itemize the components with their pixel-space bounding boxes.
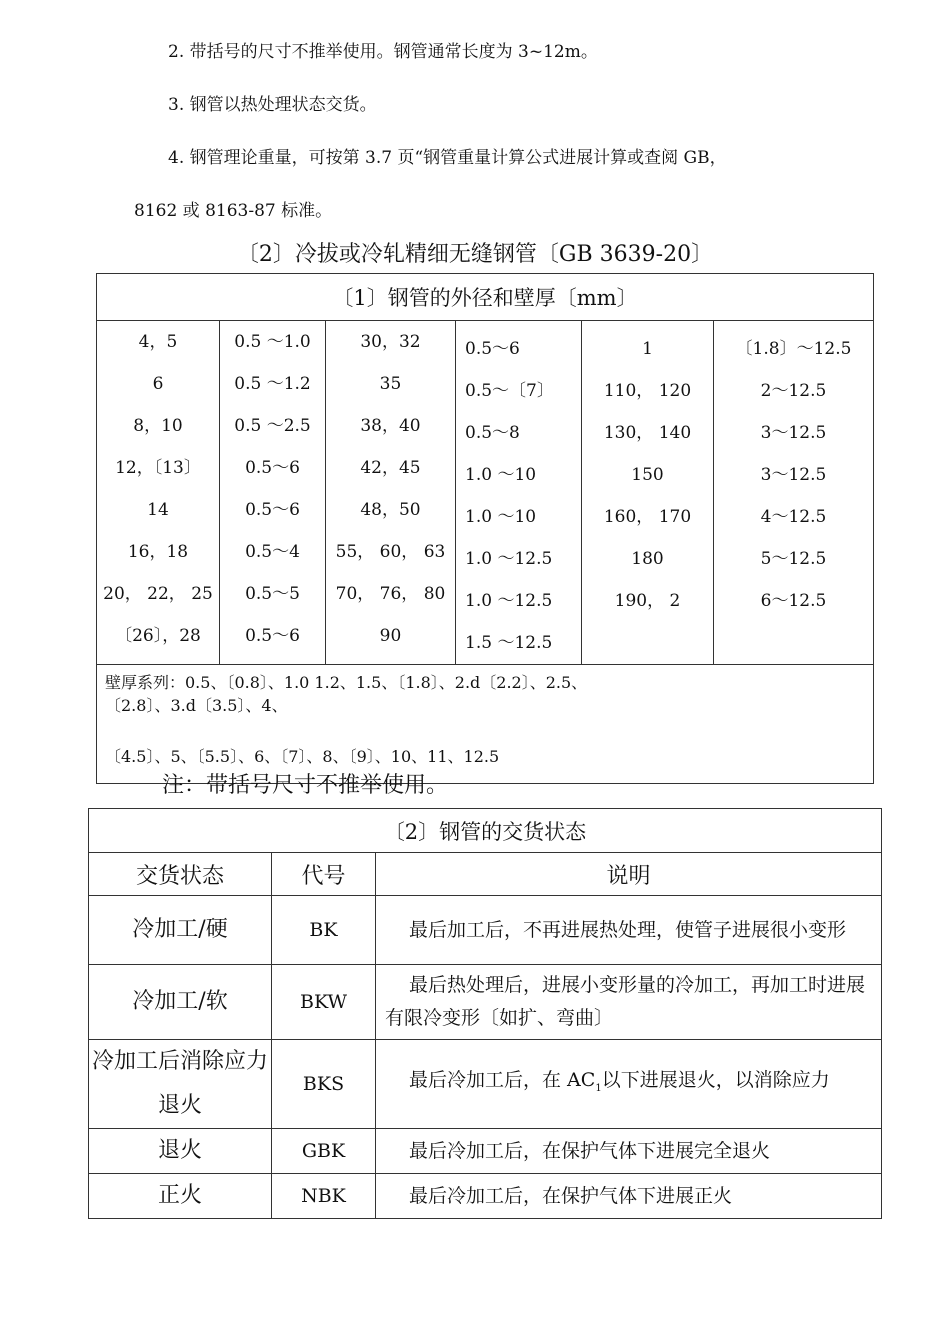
state-cell: 冷加工/硬: [89, 896, 272, 965]
code-cell: NBK: [272, 1174, 376, 1219]
table1-cell: 0.5〜5: [245, 584, 300, 604]
thickness-series-line-2: 〔2.8〕、3.d〔3.5〕、4、: [105, 696, 288, 715]
table1-cell: 1.0 〜10: [465, 465, 537, 485]
table1-cell: 160， 170: [603, 507, 692, 527]
thickness-series-line-1: 壁厚系列：0.5、〔0.8〕、1.0 1.2、1.5、〔1.8〕、2.d〔2.2〕、2.5、: [105, 673, 588, 692]
code-cell: BKS: [272, 1040, 376, 1129]
table1-cell: 0.5 〜2.5: [234, 416, 311, 436]
note-4: 4. 钢管理论重量，可按第 3.7 页“钢管重量计算公式进展计算或查阅 GB，: [168, 148, 727, 168]
table1-cell: 3〜12.5: [760, 465, 827, 485]
table-row: [89, 1129, 882, 1174]
header-code: 代号: [272, 853, 376, 896]
delivery-state-table: [88, 808, 882, 1219]
table1-cell: 42，45: [360, 458, 421, 478]
table1-cell: 190， 2: [614, 591, 681, 611]
description-cell: 最后冷加工后，在保护气体下进展完全退火: [376, 1129, 882, 1174]
table1-cell: 12，〔13〕: [115, 458, 201, 478]
table1-cell: 0.5〜6: [245, 458, 300, 478]
table1-cell: 4，5: [138, 332, 178, 352]
state-cell: 冷加工后消除应力退火: [89, 1040, 272, 1129]
table1-cell: 180: [631, 549, 664, 569]
table1-cell: 〔26〕，28: [115, 626, 201, 646]
table1-cell: 130， 140: [603, 423, 692, 443]
table1-cell: 150: [631, 465, 664, 485]
table1-caption: 〔1〕钢管的外径和壁厚〔mm〕: [97, 274, 874, 321]
table1-cell: 16，18: [127, 542, 189, 562]
table-row: [89, 1040, 882, 1129]
table2-caption: 〔2〕钢管的交货状态: [89, 809, 882, 853]
table1-col-diameter-a: [97, 321, 220, 665]
table1-cell: 8，10: [133, 416, 183, 436]
table1-col-thickness-b: [456, 321, 582, 665]
description-cell: [376, 1040, 882, 1129]
state-cell: 冷加工/软: [89, 965, 272, 1040]
footnote: 注：带括号尺寸不推举使用。: [162, 773, 449, 798]
table1-cell: 5〜12.5: [760, 549, 827, 569]
table1-col-thickness-a: [220, 321, 326, 665]
table1-cell: 6: [152, 374, 164, 394]
table1-cell: 70， 76， 80: [335, 584, 446, 604]
table1-cell: 110， 120: [603, 381, 692, 401]
description-text: 以下进展退火，以消除应力: [601, 1068, 830, 1091]
table-row: [89, 896, 882, 965]
table1-cell: 90: [379, 626, 402, 646]
table1-cell: 1.5 〜12.5: [465, 633, 553, 653]
table1-cell: 0.5〜4: [245, 542, 300, 562]
table-row: [89, 1174, 882, 1219]
table1-cell: 4〜12.5: [760, 507, 827, 527]
table1-cell: 0.5〜6: [245, 626, 300, 646]
table1-cell: 1.0 〜10: [465, 507, 537, 527]
section-title: 〔2〕冷拔或冷轧精细无缝钢管〔GB 3639-20〕: [236, 242, 714, 267]
table1-cell: 0.5〜8: [465, 423, 520, 443]
table1-cell: 6〜12.5: [760, 591, 827, 611]
table1-cell: 2〜12.5: [760, 381, 827, 401]
diameter-thickness-table: [96, 273, 874, 784]
table1-col-thickness-c: [714, 321, 874, 665]
table1-col-diameter-c: [582, 321, 714, 665]
header-description: 说明: [376, 853, 882, 896]
table1-cell: 0.5 〜1.0: [234, 332, 311, 352]
thickness-series-line-3: 〔4.5〕、5、〔5.5〕、6、〔7〕、8、〔9〕、10、11、12.5: [105, 747, 500, 766]
description-cell: 最后冷加工后，在保护气体下进展正火: [376, 1174, 882, 1219]
table1-cell: 0.5〜〔7〕: [465, 381, 554, 401]
code-cell: BK: [272, 896, 376, 965]
table1-cell: 1: [642, 339, 653, 359]
table1-cell: 30，32: [360, 332, 421, 352]
header-state: 交货状态: [89, 853, 272, 896]
note-3: 3. 钢管以热处理状态交货。: [168, 95, 377, 115]
table1-cell: 〔1.8〕〜12.5: [735, 339, 852, 359]
table1-cell: 0.5〜6: [245, 500, 300, 520]
note-4-continuation: 8162 或 8163-87 标准。: [134, 201, 333, 221]
table1-col-diameter-b: [326, 321, 456, 665]
table1-cell: 55， 60， 63: [335, 542, 446, 562]
state-cell: 正火: [89, 1174, 272, 1219]
table1-cell: 0.5〜6: [465, 339, 520, 359]
state-cell: 退火: [89, 1129, 272, 1174]
code-cell: GBK: [272, 1129, 376, 1174]
table-row: [89, 965, 882, 1040]
description-text: 最后冷加工后，在 AC: [409, 1068, 596, 1091]
table1-cell: 1.0 〜12.5: [465, 549, 553, 569]
code-cell: BKW: [272, 965, 376, 1040]
thickness-series: [97, 665, 874, 784]
table1-cell: 20， 22， 25: [103, 584, 213, 604]
description-cell: 最后加工后，不再进展热处理，使管子进展很小变形: [376, 896, 882, 965]
table1-cell: 35: [379, 374, 402, 394]
subscript-1: 1: [595, 1082, 602, 1094]
table1-cell: 1.0 〜12.5: [465, 591, 553, 611]
table1-cell: 38，40: [360, 416, 421, 436]
table1-cell: 3〜12.5: [760, 423, 827, 443]
table1-cell: 14: [147, 500, 169, 520]
description-cell: 最后热处理后，进展小变形量的冷加工，再加工时进展有限冷变形〔如扩、弯曲〕: [376, 965, 882, 1040]
table1-cell: 0.5 〜1.2: [234, 374, 311, 394]
note-2: 2. 带括号的尺寸不推举使用。钢管通常长度为 3~12m。: [168, 42, 598, 62]
table1-cell: 48，50: [360, 500, 421, 520]
